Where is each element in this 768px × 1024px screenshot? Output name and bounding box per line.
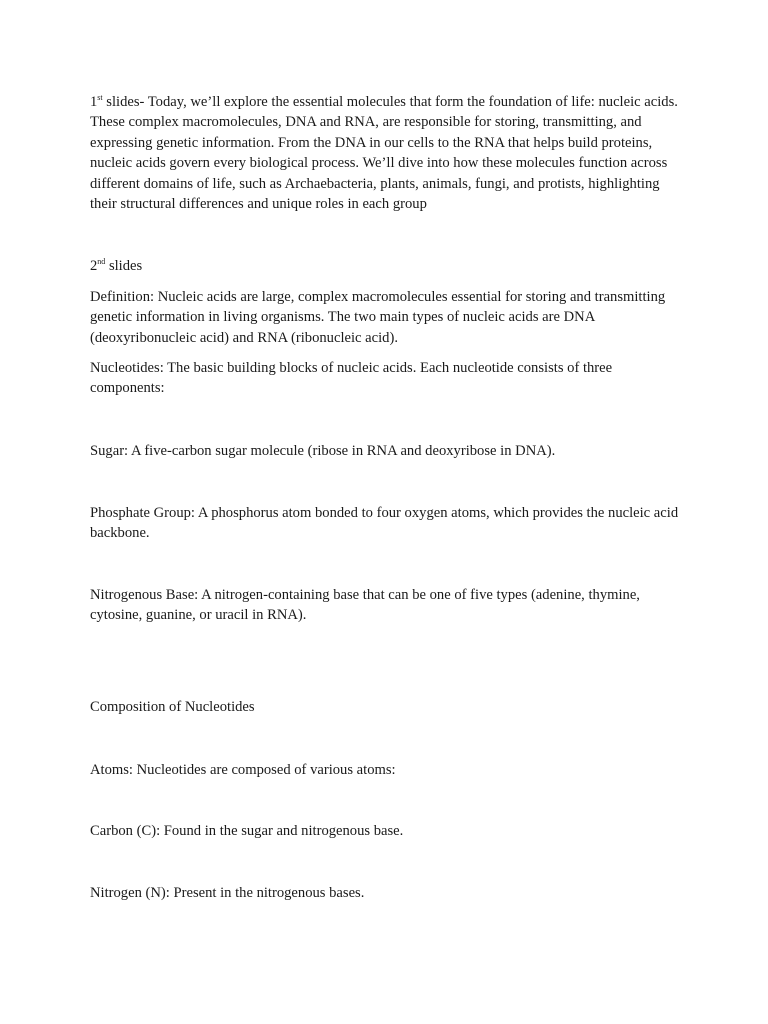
nucleotides-paragraph: Nucleotides: The basic building blocks of nucleic acids. Each nucleotide consists of three components: — [90, 360, 613, 397]
phosphate-group-paragraph: Phosphate Group: A phosphorus atom bonded to four oxygen atoms, which provides the nucleic acid backbone. — [90, 505, 679, 542]
definition-paragraph: Definition: Nucleic acids are large, complex macromolecules essential for storing and transmitting genetic information in living organisms. The two main types of nucleic acids are DNA (deoxyribonucleic acid) and RNA (ribonucleic acid). — [90, 289, 666, 346]
slide-1-number: 1 — [90, 94, 98, 110]
slide-2-text: slides — [105, 258, 143, 274]
slide-2-heading — [90, 256, 680, 276]
atoms-paragraph: Atoms: Nucleotides are composed of various atoms: — [90, 762, 396, 778]
nitrogen-paragraph: Nitrogen (N): Present in the nitrogenous bases. — [90, 885, 365, 901]
carbon-paragraph: Carbon (C): Found in the sugar and nitrogenous base. — [90, 823, 404, 839]
nitrogenous-base-paragraph: Nitrogenous Base: A nitrogen-containing base that can be one of five types (adenine, thymine, cytosine, guanine, or uracil in RNA). — [90, 587, 640, 624]
slide-2-number: 2 — [90, 258, 98, 274]
sugar-paragraph: Sugar: A five-carbon sugar molecule (ribose in RNA and deoxyribose in DNA). — [90, 443, 556, 459]
slide-1-text: slides- Today, we’ll explore the essential molecules that form the foundation of life: nucleic acids. These complex macromolecules, DNA and RNA, are responsible for storing, transmitting, and expressing genetic information. From the DNA in our cells to the RNA that helps build proteins, nucleic acids govern every biological process. We’ll dive into how these molecules function across different domains of life, such as Archaebacteria, plants, animals, fungi, and protists, highlighting their structural differences and unique roles in each group — [90, 94, 678, 213]
slide-1-ordinal-suffix: st — [97, 93, 103, 102]
slide-1-paragraph — [90, 92, 680, 214]
composition-heading: Composition of Nucleotides — [90, 699, 255, 715]
slide-2-ordinal-suffix: nd — [97, 257, 106, 266]
